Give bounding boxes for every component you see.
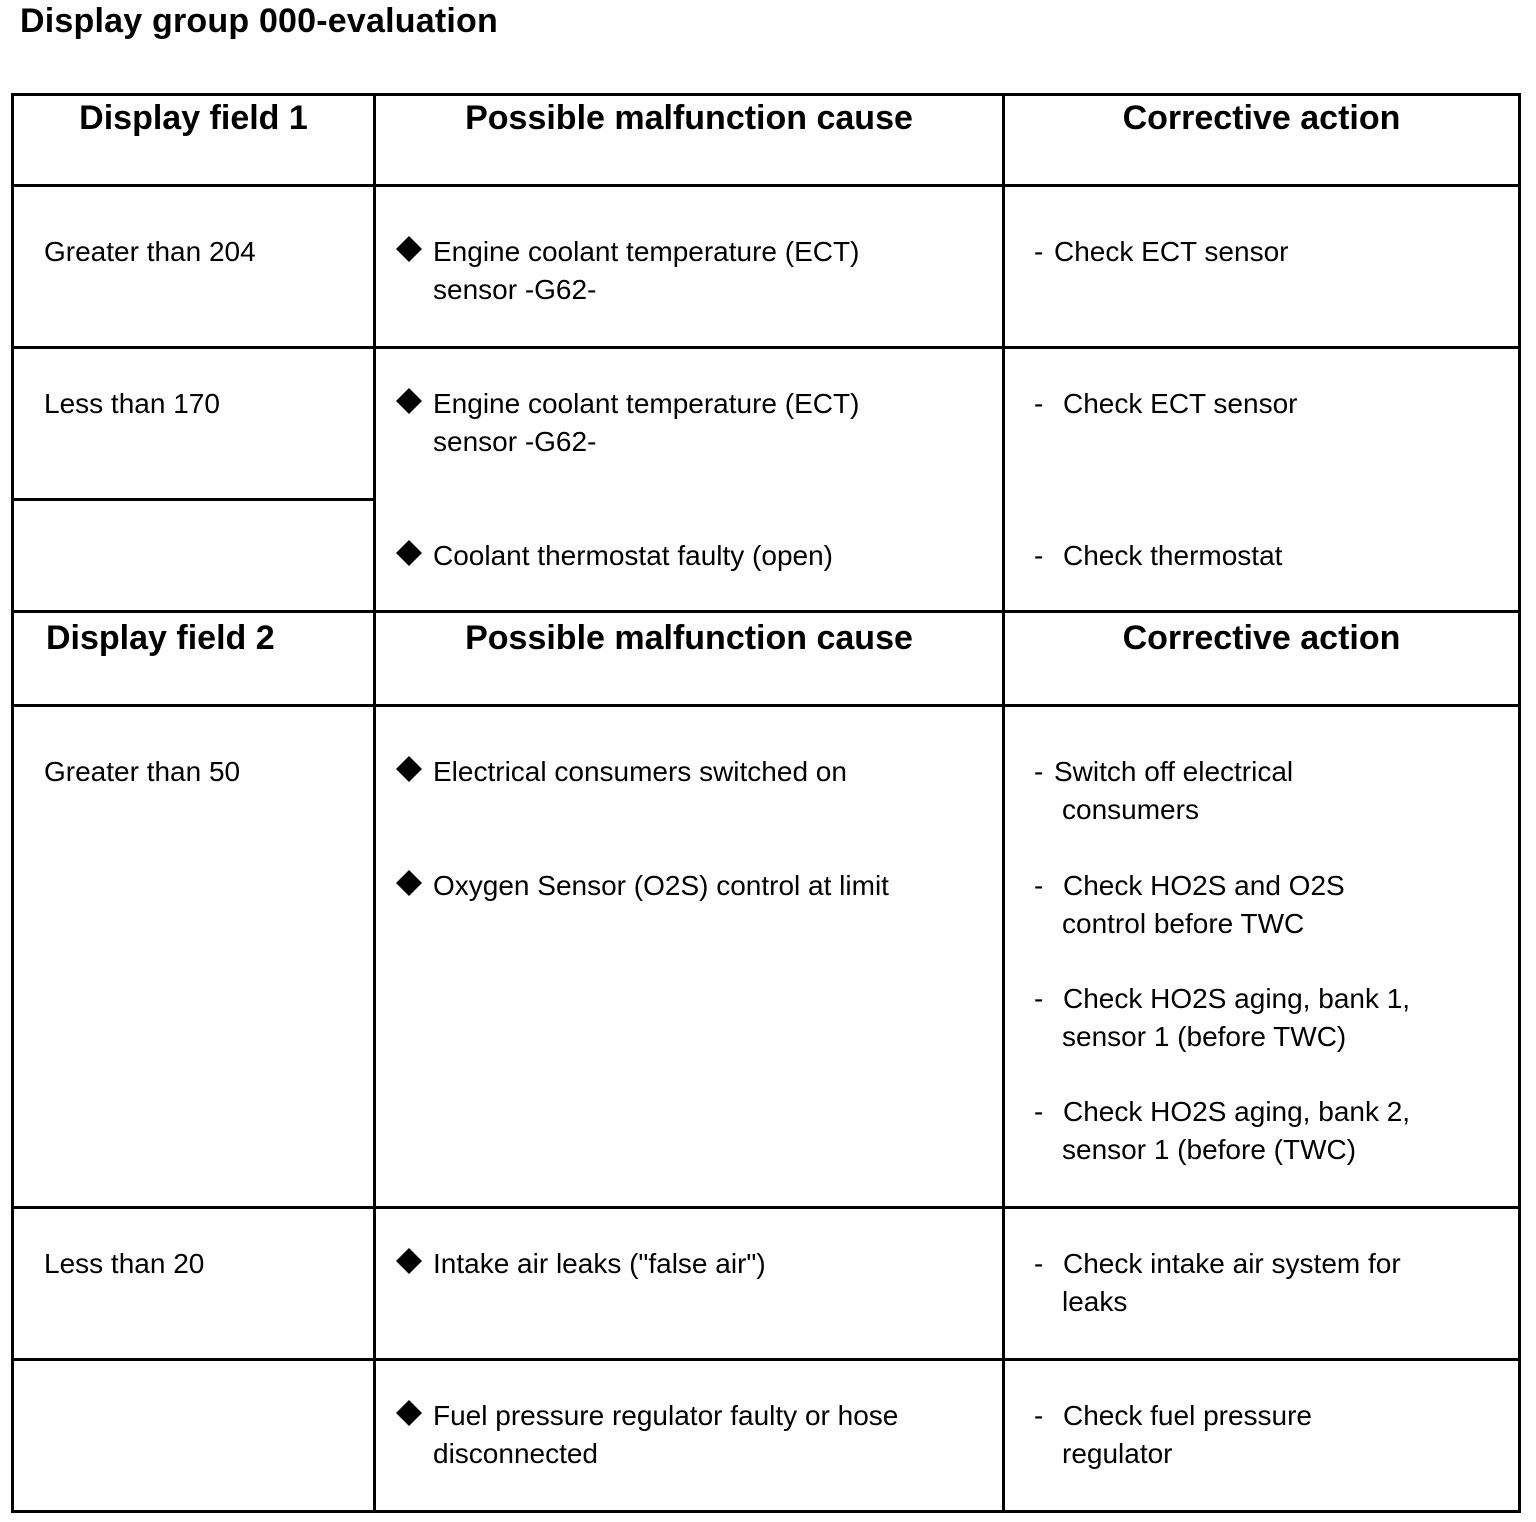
display-value: Greater than 50 (44, 756, 241, 787)
corrective-action-item (1034, 980, 1504, 1060)
column-divider-2 (1002, 93, 1005, 1513)
action-text: Check fuel pressure (1063, 1400, 1313, 1431)
dash-marker: - (1034, 1096, 1044, 1127)
header-malfunction-cause-1: Possible malfunction cause (465, 99, 913, 137)
display-value: Greater than 204 (44, 236, 256, 267)
corrective-action-item (1034, 1245, 1504, 1325)
cause-line: Oxygen Sensor (O2S) control at limit (433, 870, 889, 901)
malfunction-cause (433, 753, 847, 791)
dash-marker: - (1034, 540, 1044, 571)
dash-marker: - (1034, 983, 1044, 1014)
header-malfunction-cause-2: Possible malfunction cause (465, 619, 913, 657)
cause-line: Engine coolant temperature (ECT) (433, 236, 860, 267)
column-divider-1 (373, 93, 376, 1513)
cause-line: sensor -G62- (433, 426, 597, 457)
display-value: Less than 20 (44, 1248, 205, 1279)
malfunction-cause (433, 1397, 898, 1473)
dash-marker: - (1034, 388, 1044, 419)
header-display-field-2: Display field 2 (46, 619, 275, 657)
header-corrective-action-2: Corrective action (1122, 619, 1401, 657)
action-text: control before TWC (1062, 908, 1305, 939)
corrective-action-item (1034, 1093, 1504, 1173)
cause-line: Electrical consumers switched on (433, 756, 847, 787)
action-text: consumers (1062, 794, 1199, 825)
action-text: Switch off electrical (1054, 756, 1294, 787)
action-text: Check HO2S aging, bank 1, (1063, 983, 1411, 1014)
dash-marker: - (1034, 756, 1044, 787)
row-divider-r4 (11, 1358, 1521, 1361)
diamond-bullet-icon (395, 869, 423, 897)
diamond-bullet-icon (395, 755, 423, 783)
action-text: leaks (1062, 1286, 1128, 1317)
dash-marker: - (1034, 870, 1044, 901)
action-text: Check HO2S aging, bank 2, (1063, 1096, 1411, 1127)
malfunction-cause (433, 537, 833, 575)
corrective-action-item (1034, 537, 1504, 577)
cause-line: Engine coolant temperature (ECT) (433, 388, 860, 419)
malfunction-cause (433, 385, 859, 461)
cause-line: Intake air leaks ("false air") (433, 1248, 766, 1279)
header-display-field-1: Display field 1 (79, 99, 308, 137)
row-divider-r1 (11, 346, 1521, 349)
dash-marker: - (1034, 236, 1044, 267)
corrective-action-item (1034, 385, 1504, 425)
dash-marker: - (1034, 1400, 1044, 1431)
diamond-bullet-icon (395, 387, 423, 415)
page-title: Display group 000-evaluation (20, 2, 498, 40)
action-text: sensor 1 (before TWC) (1062, 1021, 1347, 1052)
malfunction-cause (433, 867, 889, 905)
action-text: Check ECT sensor (1054, 236, 1289, 267)
malfunction-cause (433, 1245, 766, 1283)
cause-line: Fuel pressure regulator faulty or hose (433, 1400, 899, 1431)
diamond-bullet-icon (395, 1399, 423, 1427)
display-value: Less than 170 (44, 388, 220, 419)
corrective-action-item (1034, 233, 1504, 273)
action-text: regulator (1062, 1438, 1173, 1469)
action-text: Check intake air system for (1063, 1248, 1401, 1279)
dash-marker: - (1034, 1248, 1044, 1279)
row-divider-r3 (11, 1206, 1521, 1209)
diamond-bullet-icon (395, 1247, 423, 1275)
corrective-action-item (1034, 867, 1504, 947)
cause-line: Coolant thermostat faulty (open) (433, 540, 833, 571)
row-divider-header2 (11, 704, 1521, 707)
diamond-bullet-icon (395, 235, 423, 263)
action-text: sensor 1 (before (TWC) (1062, 1134, 1357, 1165)
corrective-action-item (1034, 753, 1504, 833)
diamond-bullet-icon (395, 539, 423, 567)
cause-line: sensor -G62- (433, 274, 597, 305)
action-text: Check thermostat (1063, 540, 1283, 571)
corrective-action-item (1034, 1397, 1504, 1477)
cause-line: disconnected (433, 1438, 599, 1469)
row-divider-section (11, 610, 1521, 613)
row-divider-partial (11, 498, 375, 501)
row-divider-header1 (11, 184, 1521, 187)
action-text: Check HO2S and O2S (1063, 870, 1345, 901)
header-corrective-action-1: Corrective action (1122, 99, 1401, 137)
action-text: Check ECT sensor (1063, 388, 1298, 419)
malfunction-cause (433, 233, 859, 309)
